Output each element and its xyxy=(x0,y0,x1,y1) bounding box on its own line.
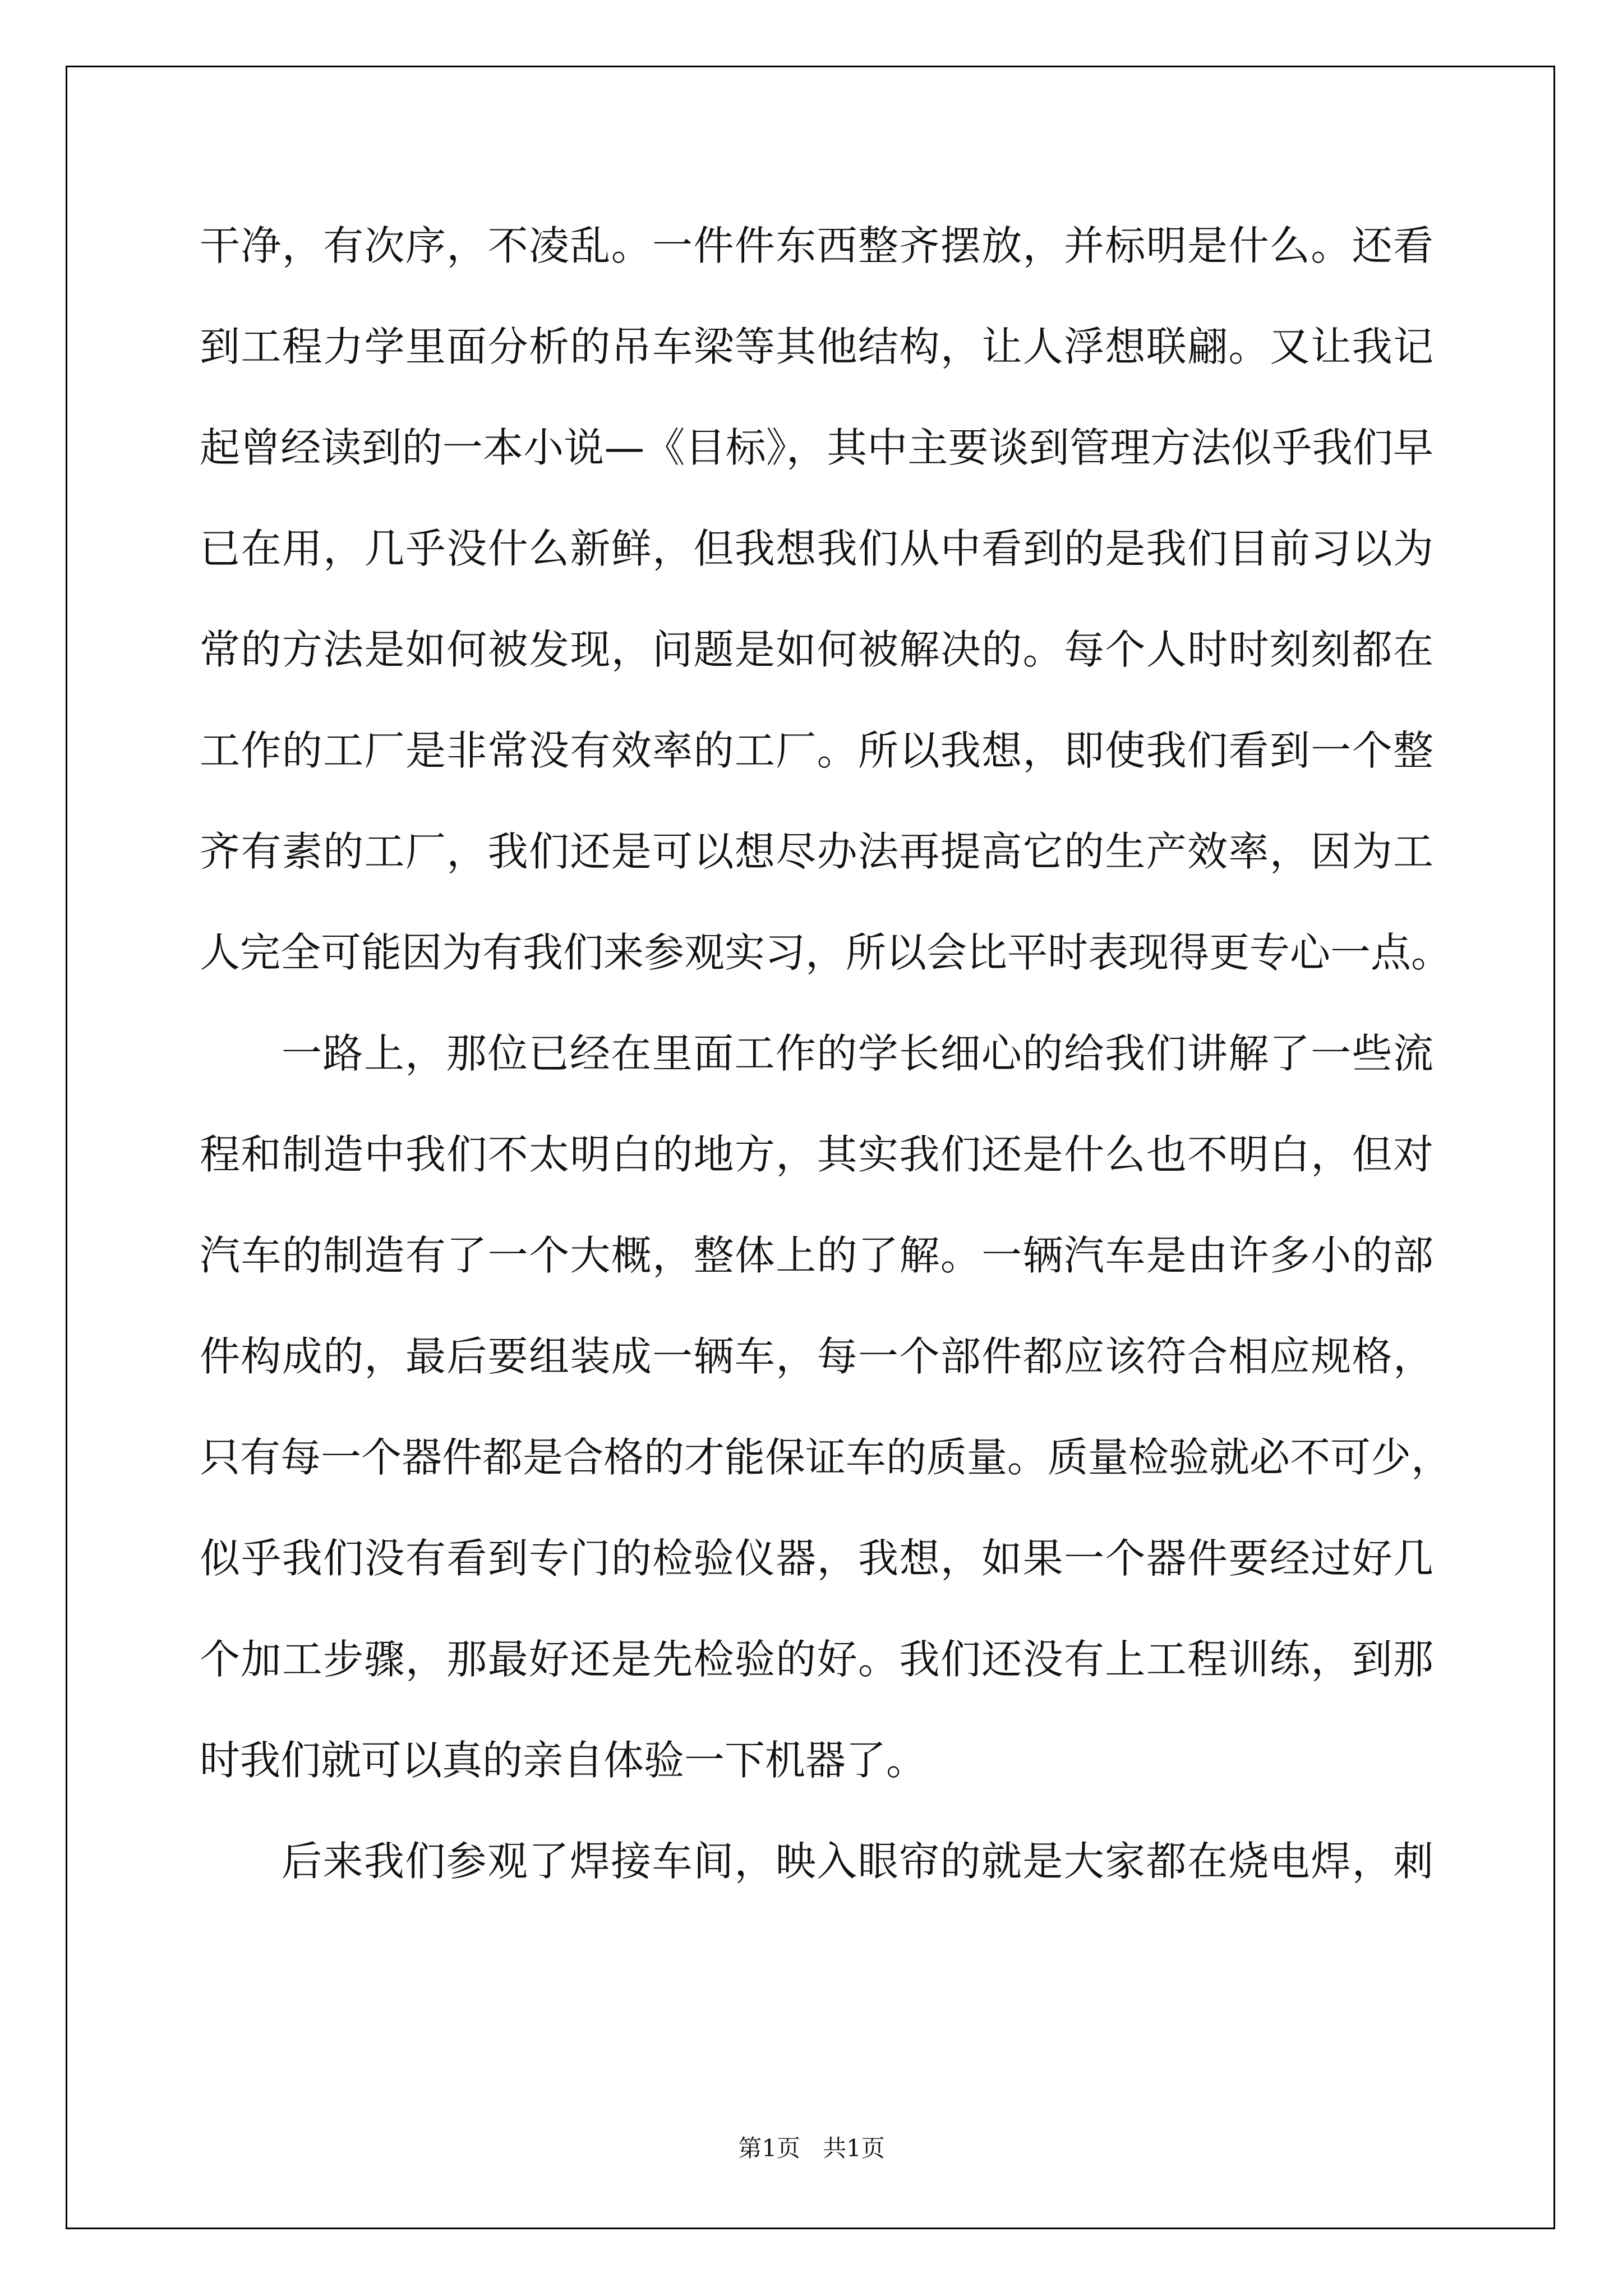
text-line: 时我们就可以真的亲自体验一下机器了。 xyxy=(200,1737,927,1784)
text-line: 汽车的制造有了一个大概，整体上的了解。一辆汽车是由许多小的部 xyxy=(200,1232,1433,1279)
text-line: 似乎我们没有看到专门的检验仪器，我想，如果一个器件要经过好几 xyxy=(200,1535,1433,1582)
paragraph-first-line: 一路上，那位已经在里面工作的学长细心的给我们讲解了一些流 xyxy=(282,1030,1433,1077)
text-line: 只有每一个器件都是合格的才能保证车的质量。质量检验就必不可少， xyxy=(200,1434,1452,1481)
text-line: 个加工步骤，那最好还是先检验的好。我们还没有上工程训练，到那 xyxy=(200,1636,1433,1683)
text-line: 已在用，几乎没什么新鲜，但我想我们从中看到的是我们目前习以为 xyxy=(200,525,1433,572)
paragraph-first-line: 后来我们参观了焊接车间，映入眼帘的就是大家都在烧电焊，刺 xyxy=(282,1838,1433,1885)
text-line: 常的方法是如何被发现，问题是如何被解决的。每个人时时刻刻都在 xyxy=(200,626,1433,673)
page-footer: 第1页 共1页 xyxy=(738,2134,885,2162)
text-line: 人完全可能因为有我们来参观实习，所以会比平时表现得更专心一点。 xyxy=(200,929,1452,976)
text-line: 起曾经读到的一本小说—《目标》，其中主要谈到管理方法似乎我们早 xyxy=(200,424,1433,471)
text-line: 到工程力学里面分析的吊车梁等其他结构，让人浮想联翩。又让我记 xyxy=(200,323,1433,370)
text-line: 齐有素的工厂，我们还是可以想尽办法再提高它的生产效率，因为工 xyxy=(200,828,1433,875)
text-line: 工作的工厂是非常没有效率的工厂。所以我想，即使我们看到一个整 xyxy=(200,727,1433,774)
text-line: 程和制造中我们不太明白的地方，其实我们还是什么也不明白，但对 xyxy=(200,1131,1433,1178)
text-line: 干净，有次序，不凌乱。一件件东西整齐摆放，并标明是什么。还看 xyxy=(200,222,1433,269)
text-line: 件构成的，最后要组装成一辆车，每一个部件都应该符合相应规格， xyxy=(200,1333,1433,1380)
